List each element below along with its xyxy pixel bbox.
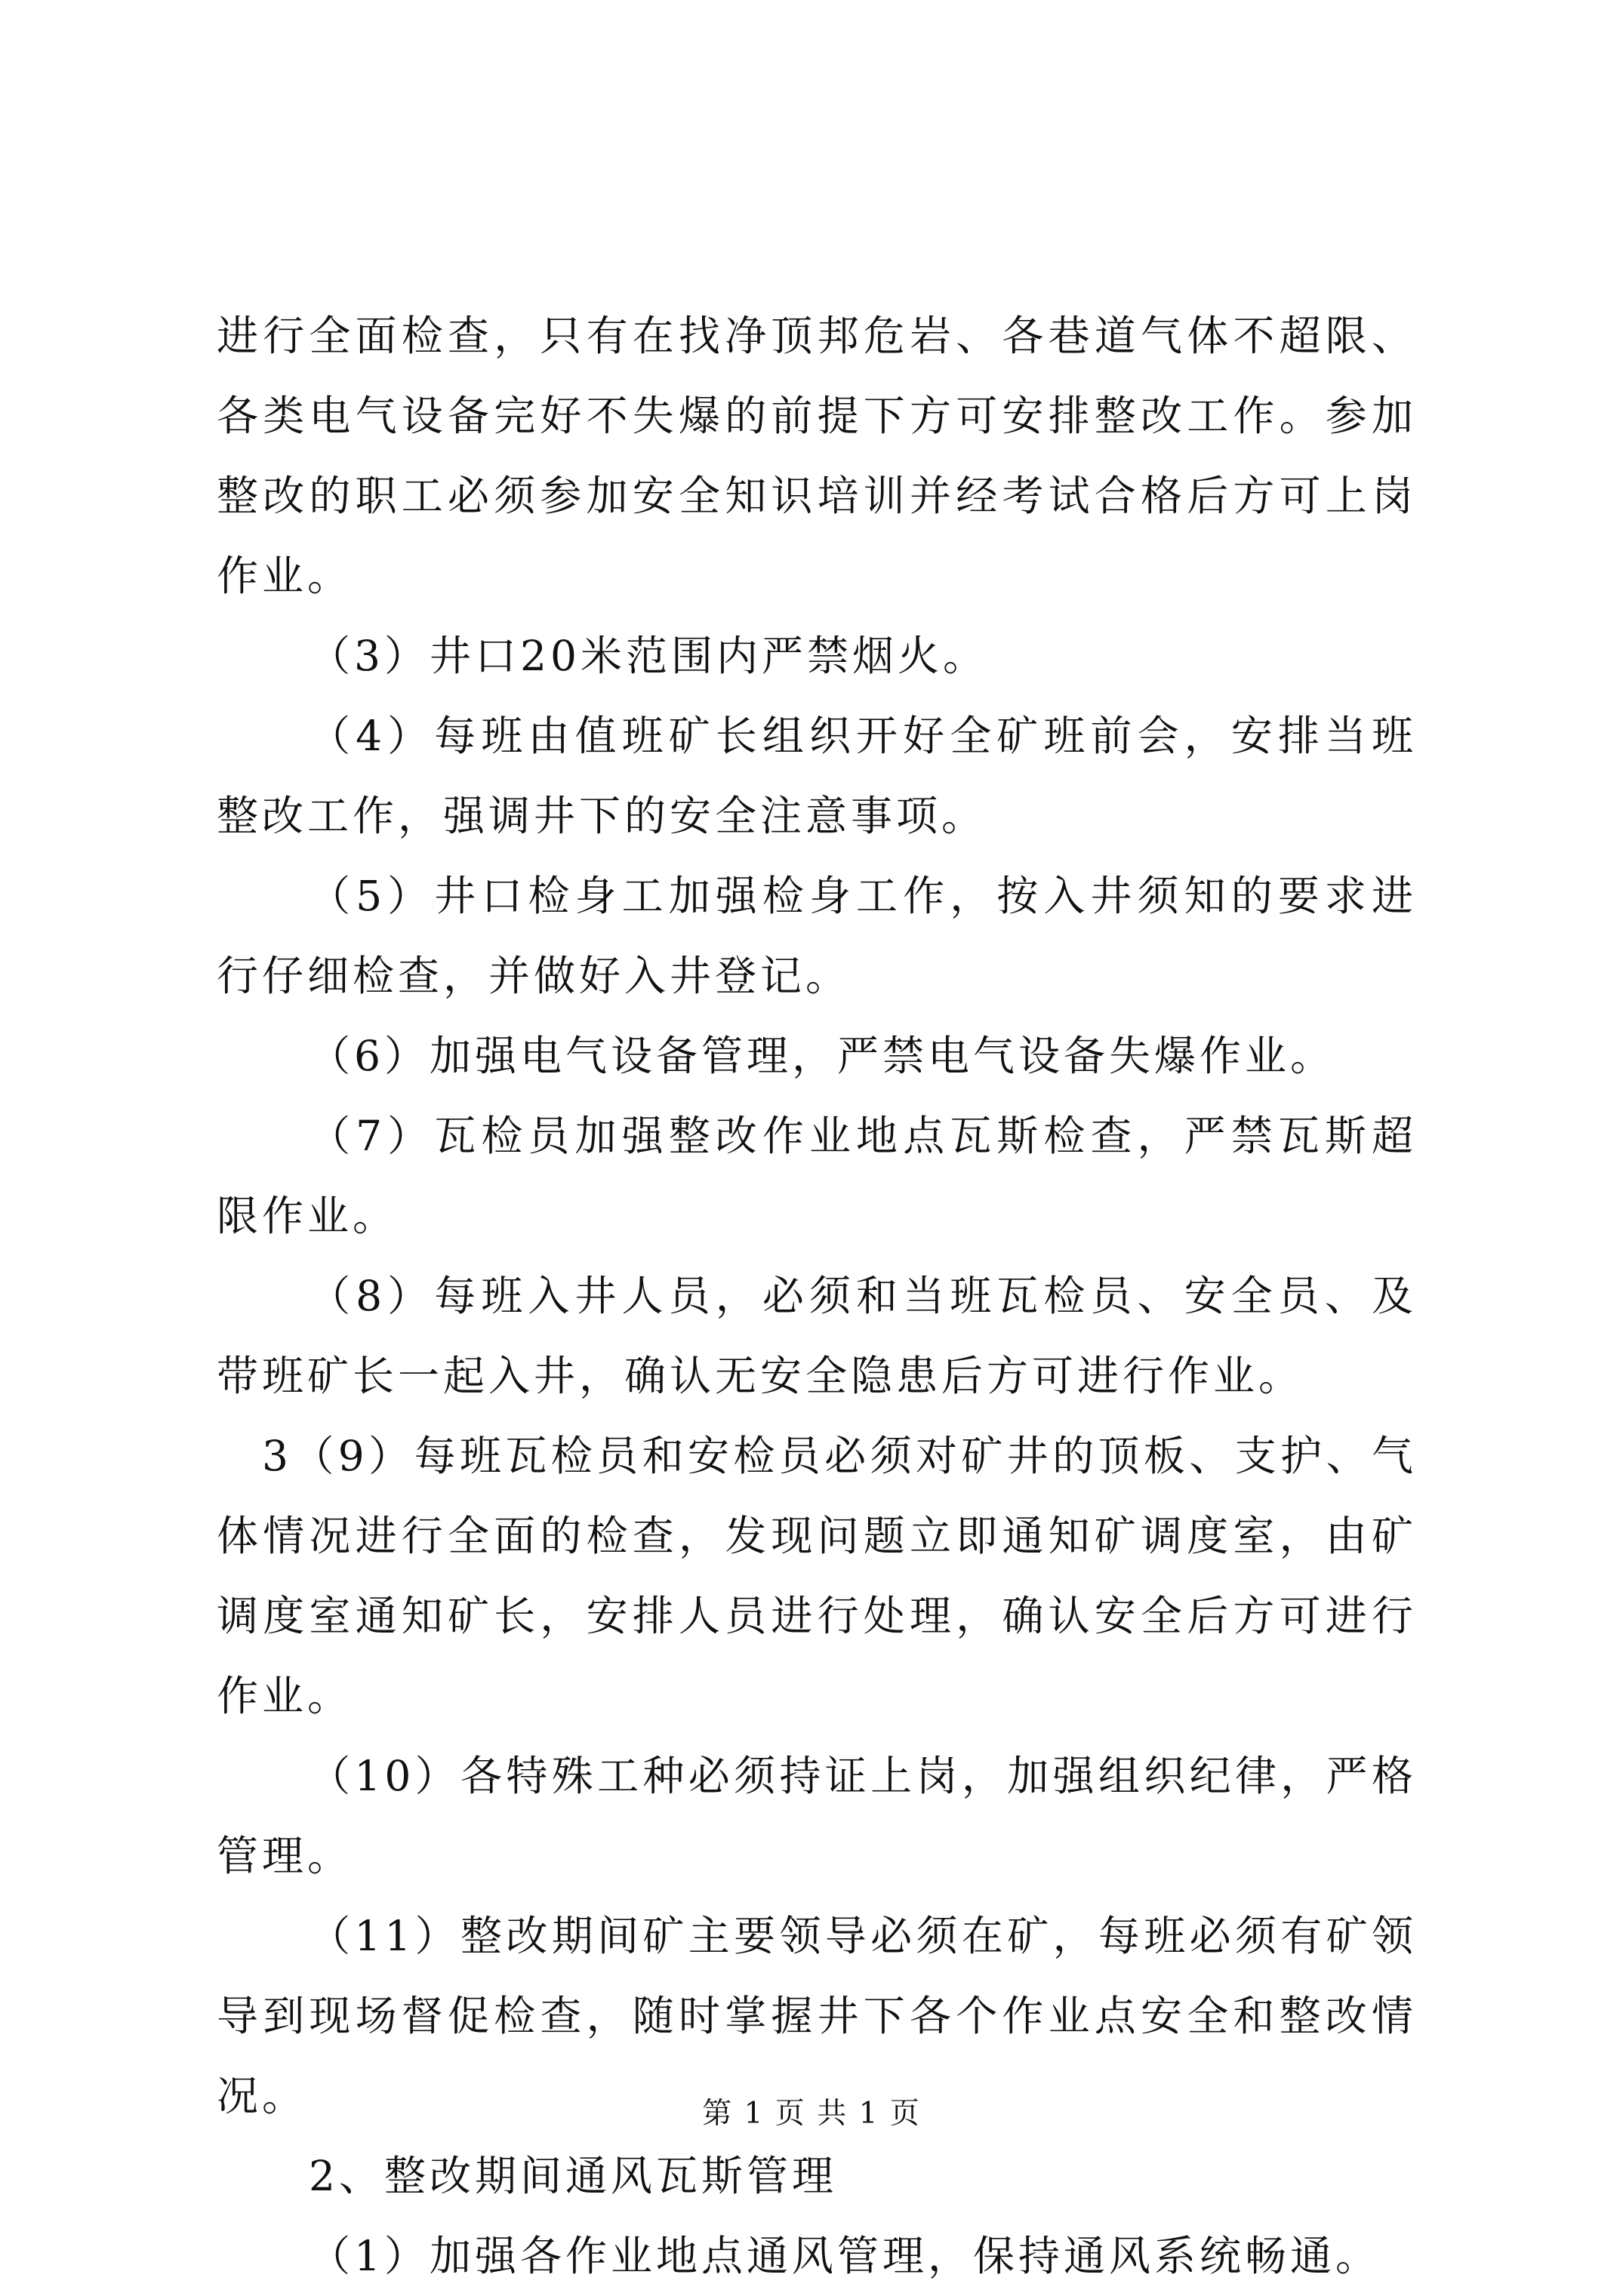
page-number-label: 第 1 页 共 1 页 [702,2097,921,2131]
paragraph-item-9: 3（9）每班瓦检员和安检员必须对矿井的顶板、支护、气体情况进行全面的检查，发现问题立即通知矿调度室，由矿调度室通知矿长，安排人员进行处理，确认安全后方可进行作业。 [217,1432,1417,1720]
paragraph-sub-item-1: （1）加强各作业地点通风管理，保持通风系统畅通。 [309,2232,1381,2280]
page-footer [0,2095,1623,2133]
document-body [217,296,1417,2296]
paragraph-item-7: （7）瓦检员加强整改作业地点瓦斯检查，严禁瓦斯超限作业。 [217,1112,1417,1240]
paragraph-section-2-heading: 2、整改期间通风瓦斯管理 [309,2152,837,2200]
paragraph-item-3: （3）井口20米范围内严禁烟火。 [309,632,988,680]
paragraph-item-10: （10）各特殊工种必须持证上岗，加强组织纪律，严格管理。 [217,1752,1417,1880]
paragraph-item-6: （6）加强电气设备管理，严禁电气设备失爆作业。 [309,1032,1335,1080]
paragraph-item-5: （5）井口检身工加强检身工作，按入井须知的要求进行仔细检查，并做好入井登记。 [217,872,1417,1000]
paragraph-continuation: 进行全面检查，只有在找净顶邦危岩、各巷道气体不超限、各类电气设备完好不失爆的前提下方可安排整改工作。参加整改的职工必须参加安全知识培训并经考试合格后方可上岗作业。 [217,312,1417,600]
paragraph-item-4: （4）每班由值班矿长组织开好全矿班前会，安排当班整改工作，强调井下的安全注意事项。 [217,712,1417,840]
paragraph-item-11: （11）整改期间矿主要领导必须在矿，每班必须有矿领导到现场督促检查，随时掌握井下各个作业点安全和整改情况。 [217,1912,1417,2120]
paragraph-item-8: （8）每班入井人员，必须和当班瓦检员、安全员、及带班矿长一起入井，确认无安全隐患后方可进行作业。 [217,1272,1417,1400]
